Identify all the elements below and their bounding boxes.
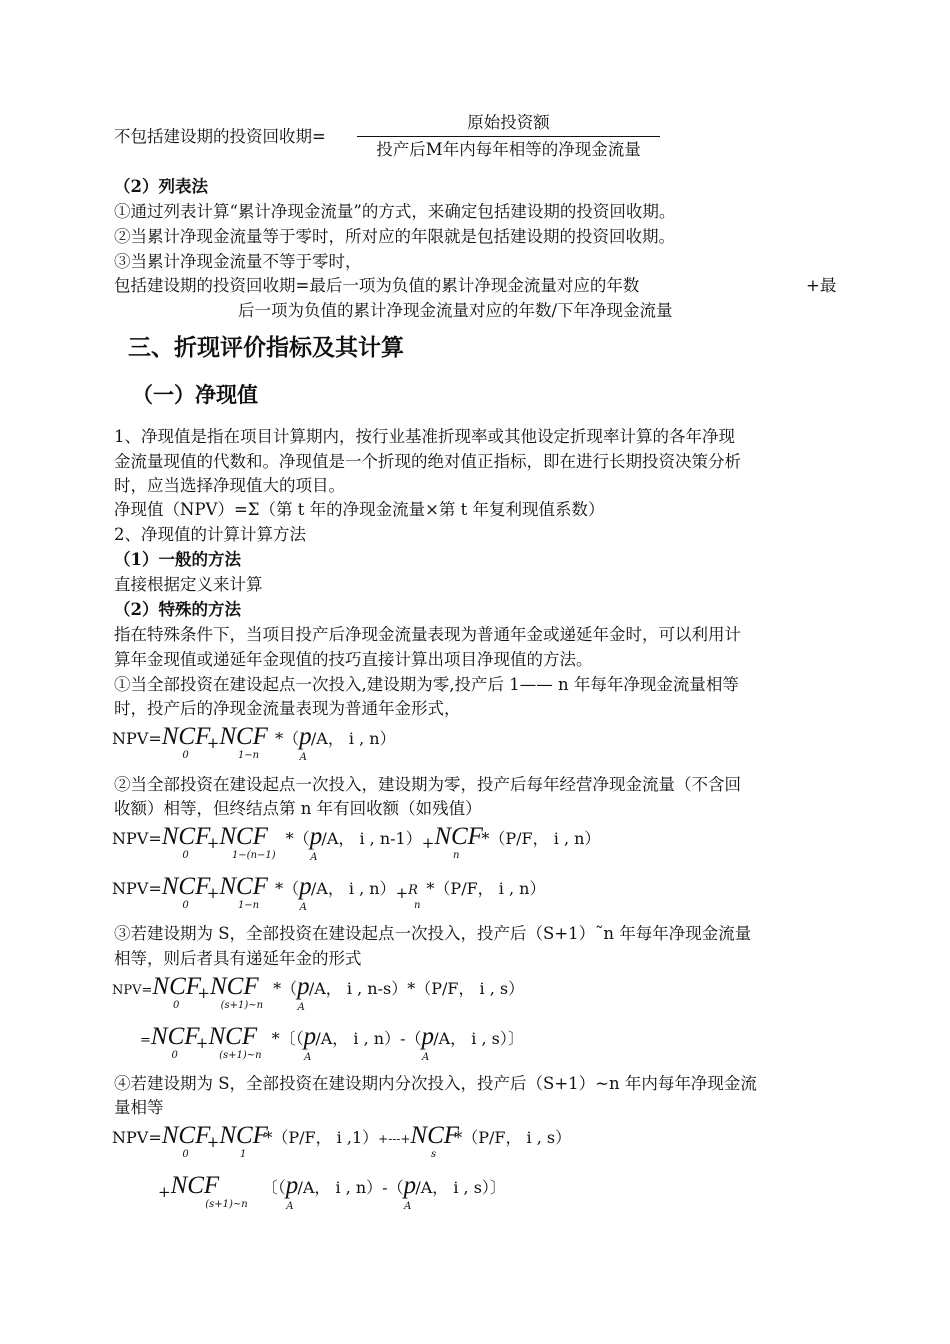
- ncf-symbol: NCF: [150, 1023, 200, 1050]
- formula-text: /A， i , n）: [310, 879, 396, 898]
- list-method-item-3: ③当累计净现金流量不等于零时，: [114, 252, 362, 271]
- case-3-a: ③若建设期为 S，全部投资在建设起点一次投入，投产后（S+1）˜n 年每年净现金流量: [114, 924, 752, 943]
- npv-formula-4: [112, 973, 524, 1023]
- case-1-a: ①当全部投资在建设起点一次投入,建设期为零,投产后 1—— n 年每年净现金流量相等: [114, 675, 739, 694]
- method-1-desc: 直接根据定义来计算: [114, 575, 263, 594]
- equals-sign: =: [140, 1033, 151, 1048]
- list-method-title: （2）列表法: [114, 177, 208, 196]
- ncf-symbol: NCF: [219, 873, 268, 900]
- p-symbol: p: [297, 973, 310, 1000]
- npv-label: NPV=: [112, 983, 153, 998]
- formula-text: /A， i , n）: [310, 729, 396, 748]
- case-4-b: 量相等: [114, 1098, 164, 1117]
- case-2-b: 收额）相等，但终结点第 n 年有回收额（如残值）: [114, 799, 482, 818]
- formula-text: /A， i , s）〕: [433, 1029, 524, 1048]
- formula-text: *（P/F， i , n）: [426, 879, 546, 898]
- p-symbol: p: [303, 1023, 317, 1050]
- npv-label: NPV=: [112, 879, 162, 898]
- p-subscript: A: [299, 902, 307, 913]
- npv-title: （一）净现值: [132, 382, 258, 407]
- ncf-subscript: 1−(n−1): [231, 850, 276, 861]
- p-symbol: p: [309, 823, 323, 850]
- ellipsis-plus: +---+: [378, 1132, 411, 1146]
- ncf-symbol: NCF: [161, 823, 211, 850]
- list-method-item-1: ①通过列表计算“累计净现金流量”的方式，来确定包括建设期的投资回收期。: [114, 202, 676, 221]
- npv-formula-3: [112, 873, 545, 923]
- ncf-subscript: (s+1)~n: [219, 1050, 262, 1061]
- ncf-subscript: 0: [182, 1149, 189, 1160]
- formula-text: /A， i , n-1）: [321, 829, 422, 848]
- ncf-subscript: n: [452, 850, 460, 861]
- p-subscript: A: [310, 852, 318, 863]
- ncf-subscript: 1: [239, 1149, 247, 1160]
- formula-text: *（: [273, 979, 298, 998]
- payback-fraction: [357, 112, 660, 161]
- ncf-subscript: 1−n: [237, 900, 260, 911]
- p-subscript: A: [404, 1201, 412, 1212]
- formula-text: *（P/F， i , n）: [481, 829, 601, 848]
- npv-label: NPV=: [112, 729, 162, 748]
- formula-text: *（P/F， i ,1）: [264, 1128, 379, 1147]
- fraction-denominator: 投产后M年内每年相等的净现金流量: [376, 140, 641, 159]
- ncf-symbol: NCF: [170, 1172, 220, 1199]
- para-1c: 时，应当选择净现值大的项目。: [114, 476, 345, 495]
- r-symbol: R: [408, 883, 418, 898]
- p-symbol: p: [299, 873, 312, 900]
- p-subscript: A: [286, 1201, 294, 1212]
- npv-formula-7: [158, 1172, 506, 1222]
- ncf-subscript: 0: [173, 1000, 180, 1011]
- case-3-b: 相等，则后者具有递延年金的形式: [114, 949, 362, 968]
- ncf-subscript: 1−n: [237, 750, 260, 761]
- method-1-title: （1）一般的方法: [114, 550, 241, 569]
- ncf-symbol: NCF: [161, 1122, 211, 1149]
- ncf-subscript: s: [431, 1149, 437, 1160]
- formula-text: *〔（: [271, 1029, 304, 1048]
- p-subscript: A: [297, 1002, 305, 1013]
- plus-sign: +: [395, 884, 409, 902]
- payback-formula-plus: +最: [806, 276, 837, 295]
- formula-text: /A， i , s）〕: [415, 1178, 506, 1197]
- ncf-symbol: NCF: [209, 973, 259, 1000]
- plus-sign: +: [206, 734, 220, 752]
- para-1b: 金流量现值的代数和。净现值是一个折现的绝对值正指标，即在进行长期投资决策分析: [114, 452, 741, 471]
- formula-text: *（: [275, 879, 300, 898]
- ncf-symbol: NCF: [161, 723, 211, 750]
- payback-formula-line-b: 后一项为负值的累计净现金流量对应的年数/下年净现金流量: [238, 301, 673, 320]
- ncf-symbol: NCF: [208, 1023, 258, 1050]
- case-2-a: ②当全部投资在建设起点一次投入，建设期为零，投产后每年经营净现金流量（不含回: [114, 775, 741, 794]
- formula-text: /A， i , n）-（: [297, 1178, 404, 1197]
- ncf-subscript: 0: [182, 900, 189, 911]
- npv-formula-6: [112, 1122, 571, 1172]
- method-2-desc-a: 指在特殊条件下，当项目投产后净现金流量表现为普通年金或递延年金时，可以利用计: [114, 625, 741, 644]
- plus-sign: +: [158, 1183, 171, 1201]
- plus-sign: +: [195, 1034, 209, 1052]
- p-symbol: p: [403, 1172, 417, 1199]
- section-3-title: 三、折现评价指标及其计算: [128, 334, 404, 361]
- formula-text: /A， i , n）-（: [315, 1029, 422, 1048]
- p-symbol: p: [285, 1172, 299, 1199]
- npv-formula-1: [112, 723, 396, 773]
- npv-definition: 净现值（NPV）=Σ（第 t 年的净现金流量×第 t 年复利现值系数）: [114, 500, 605, 519]
- r-subscript: n: [413, 900, 421, 911]
- ncf-subscript: (s+1)~n: [205, 1199, 248, 1210]
- formula-text: *（: [275, 729, 300, 748]
- case-1-b: 时，投产后的净现金流量表现为普通年金形式，: [114, 699, 461, 718]
- method-2-desc-b: 算年金现值或递延年金现值的技巧直接计算出项目净现值的方法。: [114, 650, 593, 669]
- case-4-a: ④若建设期为 S，全部投资在建设期内分次投入，投产后（S+1）~n 年内每年净现金流: [114, 1074, 757, 1093]
- p-symbol: p: [299, 723, 312, 750]
- plus-sign: +: [206, 834, 220, 852]
- plus-sign: +: [206, 884, 220, 902]
- ncf-subscript: 0: [182, 750, 189, 761]
- p-subscript: A: [304, 1052, 312, 1063]
- para-1a: 1、净现值是指在项目计算期内，按行业基准折现率或其他设定折现率计算的各年净现: [114, 427, 735, 446]
- method-2-title: （2）特殊的方法: [114, 600, 241, 619]
- formula-text: 〔（: [261, 1178, 286, 1197]
- formula-text: *（P/F， i , s）: [454, 1128, 572, 1147]
- para-2: 2、净现值的计算计算方法: [114, 525, 306, 544]
- npv-formula-5: [140, 1023, 524, 1073]
- plus-sign: +: [421, 834, 435, 852]
- fraction-numerator: 原始投资额: [467, 113, 550, 132]
- formula-text: /A， i , n-s）*（P/F， i , s）: [308, 979, 525, 998]
- plus-sign: +: [197, 984, 210, 1002]
- ncf-symbol: NCF: [410, 1122, 460, 1149]
- ncf-symbol: NCF: [434, 823, 483, 850]
- ncf-symbol: NCF: [161, 873, 211, 900]
- ncf-symbol: NCF: [219, 823, 268, 850]
- ncf-subscript: 0: [171, 1050, 178, 1061]
- ncf-subscript: 0: [182, 850, 189, 861]
- p-subscript: A: [299, 752, 307, 763]
- npv-formula-2: [112, 823, 600, 873]
- ncf-symbol: NCF: [219, 1122, 268, 1149]
- p-symbol: p: [421, 1023, 434, 1050]
- plus-sign: +: [206, 1133, 220, 1151]
- payback-formula-label: 不包括建设期的投资回收期=: [114, 127, 326, 146]
- fraction-bar: [357, 136, 660, 137]
- npv-label: NPV=: [112, 1128, 162, 1147]
- p-subscript: A: [421, 1052, 430, 1063]
- payback-formula-line-a: 包括建设期的投资回收期=最后一项为负值的累计净现金流量对应的年数: [114, 276, 640, 295]
- npv-label: NPV=: [112, 829, 162, 848]
- ncf-subscript: (s+1)~n: [220, 1000, 264, 1011]
- ncf-symbol: NCF: [219, 723, 268, 750]
- ncf-symbol: NCF: [152, 973, 202, 1000]
- list-method-item-2: ②当累计净现金流量等于零时，所对应的年限就是包括建设期的投资回收期。: [114, 227, 675, 246]
- formula-text: *（: [285, 829, 310, 848]
